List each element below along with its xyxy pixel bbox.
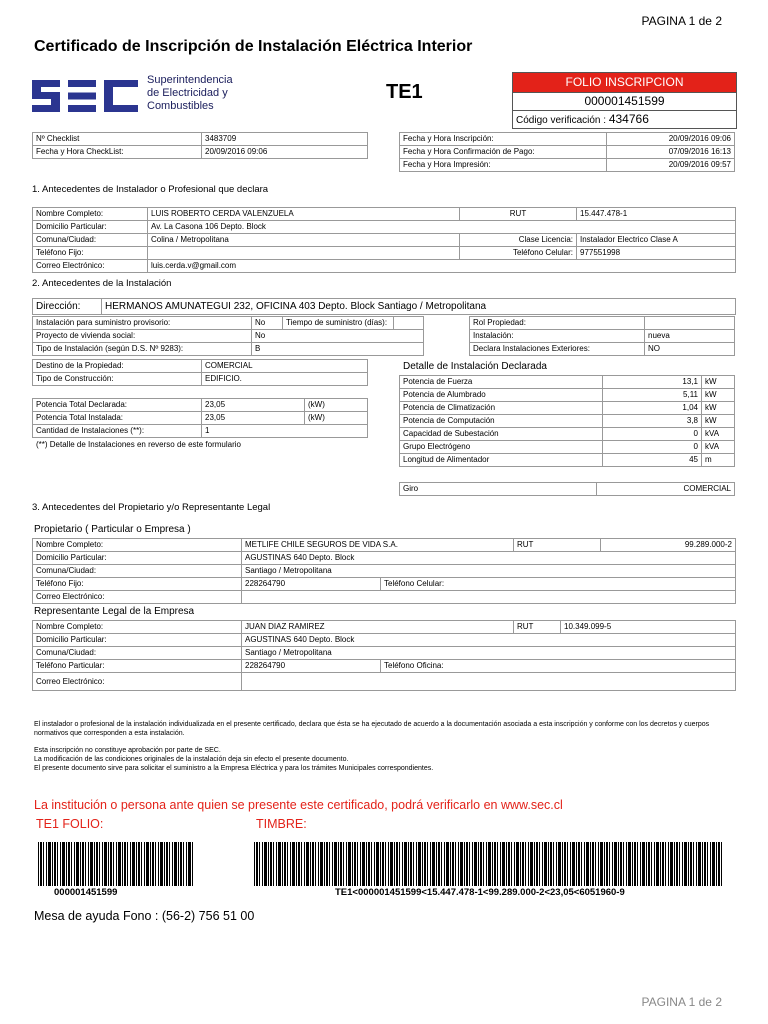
folio-header: FOLIO INSCRIPCION xyxy=(513,73,736,92)
detail-row: Capacidad de Subestación 0 kVA xyxy=(400,428,735,441)
help-phone: Mesa de ayuda Fono : (56-2) 756 51 00 xyxy=(34,909,255,923)
installer-table: Nombre Completo: LUIS ROBERTO CERDA VALENZUELA RUT 15.447.478-1 Domicilio Particular: Av. La Casona 106 Depto. Block Comuna/Ciudad: Colina / Metropolitana Clase Licencia: Instalador Electrico Clase A Teléfono Fijo: Teléfono Celular: 977551998 Correo Electrónico: luis.cerda.v@gmail.com xyxy=(32,207,736,273)
sec-logo-text: Superintendencia de Electricidad y Combustibles xyxy=(147,74,233,112)
dates-table: Fecha y Hora Inscripción: 20/09/2016 09:06 Fecha y Hora Confirmación de Pago: 07/09/2016 16:13 Fecha y Hora Impresión: 20/09/2016 09:57 xyxy=(399,132,735,172)
detail-row: Potencia de Alumbrado 5,11 kW xyxy=(400,389,735,402)
legal-text: El instalador o profesional de la instalación individualizada en el presente certificado, declara que ésta se ha ejecutado de acuerdo a la documentación asociada a esta inscripción y conforme con los decretos y cuerpos normativos que corresponden a esta instalación. Esta inscripción no constituye aprobación por parte de SEC. La modificación de las condiciones originales de la instalación deja sin efecto el presente documento. El presente documento sirve para solicitar el suministro a la Empresa Eléctrica y para los trámites Municipales correspondientes. xyxy=(34,721,710,772)
page-number-bottom: PAGINA 1 de 2 xyxy=(641,995,722,1009)
detail-row: Potencia de Fuerza 13,1 kW xyxy=(400,376,735,389)
form-code: TE1 xyxy=(386,81,423,103)
folio-barcode-text: 000001451599 xyxy=(54,887,118,898)
installations-note: (**) Detalle de Instalaciones en reverso de este formulario xyxy=(36,440,241,449)
representative-title: Representante Legal de la Empresa xyxy=(34,606,195,617)
timbre-barcode-text: TE1<000001451599<15.447.478-1<99.289.000-2<23,05<6051960-9 xyxy=(335,887,625,898)
detail-row: Longitud de Alimentador 45 m xyxy=(400,454,735,467)
timbre-barcode xyxy=(254,842,722,886)
installation-right-table: Rol Propiedad: Instalación: nueva Declara Instalaciones Exteriores: NO xyxy=(469,316,735,356)
document-title: Certificado de Inscripción de Instalación Eléctrica Interior xyxy=(34,38,473,55)
owner-table: Nombre Completo: METLIFE CHILE SEGUROS DE VIDA S.A. RUT 99.289.000-2 Domicilio Particular: AGUSTINAS 640 Depto. Block Comuna/Ciudad: Santiago / Metropolitana Teléfono Fijo: 228264790 Teléfono Celular: Correo Electrónico: xyxy=(32,538,736,604)
detail-table xyxy=(399,375,735,467)
detail-row: Grupo Electrógeno 0 kVA xyxy=(400,441,735,454)
folio-barcode xyxy=(38,842,194,886)
detail-row: Potencia de Climatización 1,04 kW xyxy=(400,402,735,415)
folio-box xyxy=(512,72,737,129)
section-1-title: 1. Antecedentes de Instalador o Profesional que declara xyxy=(32,184,269,195)
detail-title: Detalle de Instalación Declarada xyxy=(403,361,547,372)
section-2-title: 2. Antecedentes de la Instalación xyxy=(32,278,172,289)
giro-table: Giro COMERCIAL xyxy=(399,482,735,496)
verification-note: La institución o persona ante quien se presente este certificado, podrá verificarlo en www.sec.cl xyxy=(34,798,563,812)
checklist-table: Nº Checklist 3483709 Fecha y Hora CheckList: 20/09/2016 09:06 xyxy=(32,132,368,159)
verification-code: Código verificación : 434766 xyxy=(513,110,736,128)
address-table: Dirección: HERMANOS AMUNATEGUI 232, OFICINA 403 Depto. Block Santiago / Metropolitana xyxy=(32,298,736,315)
detail-row: Potencia de Computación 3,8 kW xyxy=(400,415,735,428)
property-table: Destino de la Propiedad: COMERCIAL Tipo de Construcción: EDIFICIO. xyxy=(32,359,368,386)
page-number-top: PAGINA 1 de 2 xyxy=(641,14,722,28)
installation-left-table: Instalación para suministro provisorio: No Tiempo de suministro (días): Proyecto de vivienda social: No Tipo de Instalación (según D.S. Nº 9283): B xyxy=(32,316,424,356)
owner-title: Propietario ( Particular o Empresa ) xyxy=(34,524,191,535)
sec-logo xyxy=(30,74,140,118)
representative-table: Nombre Completo: JUAN DIAZ RAMIREZ RUT 10.349.099-5 Domicilio Particular: AGUSTINAS 640 Depto. Block Comuna/Ciudad: Santiago / Metropolitana Teléfono Particular: 228264790 Teléfono Oficina: Correo Electrónico: xyxy=(32,620,736,691)
section-3-title: 3. Antecedentes del Propietario y/o Representante Legal xyxy=(32,502,271,513)
power-table: Potencia Total Declarada: 23,05 (kW) Potencia Total Instalada: 23,05 (kW) Cantidad de Instalaciones (**): 1 xyxy=(32,398,368,438)
folio-number: 000001451599 xyxy=(513,92,736,110)
timbre-label: TIMBRE: xyxy=(256,817,307,831)
te1-folio-label: TE1 FOLIO: xyxy=(36,817,104,831)
